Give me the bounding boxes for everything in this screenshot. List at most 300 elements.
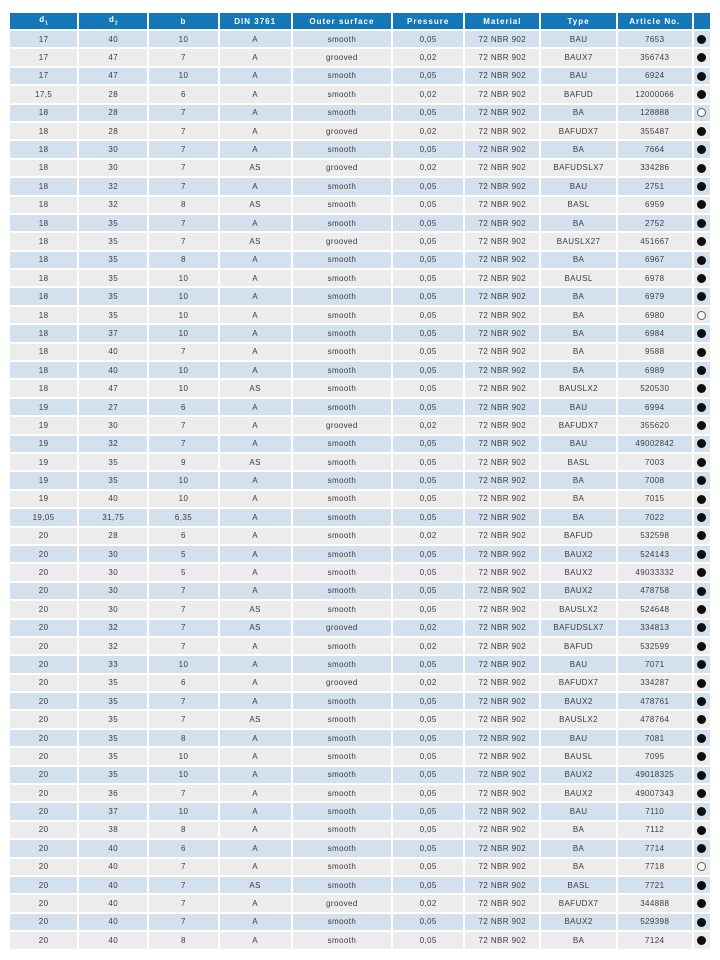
cell-outer-surface: smooth [293,840,391,856]
filled-circle-icon [697,476,706,485]
column-label-subscript: 2 [114,20,118,27]
filled-circle-icon [697,384,706,393]
cell-d2: 36 [79,785,147,801]
cell-type: BAUSLX2 [541,601,615,617]
table-row [10,270,710,286]
cell-b: 6,35 [149,509,217,525]
availability-cell [694,31,710,47]
cell-article-no: 532599 [618,638,692,654]
availability-cell [694,197,710,213]
cell-pressure: 0,02 [393,895,463,911]
cell-pressure: 0,05 [393,215,463,231]
cell-type: BAU [541,656,615,672]
cell-din-3761: A [220,491,291,507]
cell-b: 5 [149,564,217,580]
cell-b: 7 [149,914,217,930]
cell-din-3761: A [220,105,291,121]
cell-d1: 18 [10,123,77,139]
availability-cell [694,675,710,691]
cell-din-3761: A [220,86,291,102]
seal-dimensions-table [8,11,712,951]
cell-outer-surface: smooth [293,601,391,617]
cell-d2: 35 [79,233,147,249]
availability-cell [694,325,710,341]
cell-d2: 35 [79,454,147,470]
availability-cell [694,840,710,856]
availability-cell [694,270,710,286]
cell-material: 72 NBR 902 [465,380,539,396]
cell-pressure: 0,05 [393,105,463,121]
cell-article-no: 7008 [618,472,692,488]
column-label: Pressure [407,16,450,26]
cell-article-no: 451667 [618,233,692,249]
availability-cell [694,895,710,911]
cell-b: 7 [149,895,217,911]
cell-outer-surface: smooth [293,491,391,507]
cell-type: BAU [541,399,615,415]
cell-pressure: 0,02 [393,123,463,139]
cell-pressure: 0,05 [393,68,463,84]
cell-b: 7 [149,601,217,617]
cell-article-no: 7718 [618,859,692,875]
cell-d2: 30 [79,601,147,617]
table-header [10,13,710,29]
cell-b: 7 [149,583,217,599]
filled-circle-icon [697,844,706,853]
table-row [10,105,710,121]
cell-material: 72 NBR 902 [465,270,539,286]
table-row [10,767,710,783]
cell-din-3761: A [220,399,291,415]
cell-d1: 18 [10,288,77,304]
cell-b: 7 [149,620,217,636]
cell-outer-surface: grooved [293,123,391,139]
cell-article-no: 7110 [618,803,692,819]
cell-d2: 32 [79,436,147,452]
cell-outer-surface: smooth [293,564,391,580]
cell-d2: 40 [79,914,147,930]
cell-outer-surface: smooth [293,270,391,286]
cell-material: 72 NBR 902 [465,325,539,341]
cell-din-3761: A [220,362,291,378]
cell-din-3761: A [220,564,291,580]
column-label: b [180,16,187,26]
cell-outer-surface: smooth [293,877,391,893]
cell-article-no: 49002842 [618,436,692,452]
cell-material: 72 NBR 902 [465,454,539,470]
cell-d2: 32 [79,638,147,654]
cell-b: 7 [149,215,217,231]
cell-outer-surface: smooth [293,711,391,727]
cell-d2: 40 [79,895,147,911]
cell-article-no: 7015 [618,491,692,507]
cell-type: BA [541,472,615,488]
availability-cell [694,399,710,415]
cell-material: 72 NBR 902 [465,528,539,544]
cell-b: 9 [149,454,217,470]
column-label: Material [483,16,522,26]
cell-article-no: 520530 [618,380,692,396]
cell-material: 72 NBR 902 [465,178,539,194]
filled-circle-icon [697,807,706,816]
cell-din-3761: A [220,693,291,709]
cell-pressure: 0,05 [393,436,463,452]
cell-b: 7 [149,638,217,654]
cell-d1: 20 [10,528,77,544]
availability-cell [694,656,710,672]
cell-d1: 19,05 [10,509,77,525]
filled-circle-icon [697,660,706,669]
cell-d2: 40 [79,840,147,856]
cell-outer-surface: smooth [293,914,391,930]
cell-outer-surface: grooved [293,233,391,249]
table-row [10,914,710,930]
filled-circle-icon [697,771,706,780]
cell-article-no: 6984 [618,325,692,341]
cell-pressure: 0,05 [393,601,463,617]
cell-material: 72 NBR 902 [465,767,539,783]
cell-d2: 28 [79,86,147,102]
cell-outer-surface: smooth [293,288,391,304]
availability-cell [694,436,710,452]
table-row [10,509,710,525]
cell-outer-surface: smooth [293,68,391,84]
cell-b: 8 [149,932,217,948]
cell-article-no: 6980 [618,307,692,323]
column-label: d [108,15,115,25]
table-row [10,325,710,341]
cell-pressure: 0,05 [393,803,463,819]
cell-article-no: 7653 [618,31,692,47]
filled-circle-icon [697,752,706,761]
cell-material: 72 NBR 902 [465,785,539,801]
availability-cell [694,344,710,360]
cell-article-no: 478764 [618,711,692,727]
cell-d2: 27 [79,399,147,415]
cell-d1: 20 [10,785,77,801]
cell-d1: 20 [10,564,77,580]
cell-d1: 20 [10,730,77,746]
cell-article-no: 334287 [618,675,692,691]
cell-d1: 17 [10,31,77,47]
cell-type: BAFUDX7 [541,417,615,433]
cell-din-3761: A [220,546,291,562]
cell-article-no: 7081 [618,730,692,746]
cell-b: 6 [149,840,217,856]
cell-article-no: 6979 [618,288,692,304]
cell-type: BA [541,215,615,231]
cell-b: 6 [149,86,217,102]
availability-cell [694,491,710,507]
filled-circle-icon [697,642,706,651]
table-row [10,362,710,378]
cell-d2: 33 [79,656,147,672]
cell-type: BA [541,859,615,875]
column-header-type [541,13,615,29]
cell-d1: 18 [10,233,77,249]
table-row [10,307,710,323]
cell-d2: 30 [79,417,147,433]
filled-circle-icon [697,899,706,908]
cell-outer-surface: smooth [293,656,391,672]
cell-outer-surface: smooth [293,178,391,194]
cell-type: BAUX2 [541,767,615,783]
cell-type: BA [541,325,615,341]
cell-material: 72 NBR 902 [465,730,539,746]
cell-b: 10 [149,31,217,47]
open-circle-icon [697,862,706,871]
cell-outer-surface: smooth [293,932,391,948]
column-header-article-no [618,13,692,29]
cell-article-no: 7124 [618,932,692,948]
availability-cell [694,601,710,617]
table-row [10,730,710,746]
cell-article-no: 7112 [618,822,692,838]
cell-material: 72 NBR 902 [465,914,539,930]
cell-outer-surface: smooth [293,325,391,341]
cell-d2: 35 [79,252,147,268]
cell-din-3761: A [220,932,291,948]
table-row [10,86,710,102]
cell-din-3761: AS [220,380,291,396]
cell-pressure: 0,05 [393,399,463,415]
cell-outer-surface: smooth [293,454,391,470]
table-row [10,656,710,672]
cell-b: 7 [149,233,217,249]
cell-type: BAFUD [541,528,615,544]
cell-din-3761: AS [220,197,291,213]
cell-b: 10 [149,362,217,378]
cell-d1: 20 [10,932,77,948]
cell-article-no: 529398 [618,914,692,930]
cell-d1: 20 [10,693,77,709]
table-row [10,491,710,507]
cell-din-3761: A [220,803,291,819]
filled-circle-icon [697,219,706,228]
cell-article-no: 478758 [618,583,692,599]
cell-outer-surface: smooth [293,344,391,360]
cell-article-no: 49007343 [618,785,692,801]
cell-type: BA [541,509,615,525]
cell-pressure: 0,02 [393,86,463,102]
cell-pressure: 0,05 [393,252,463,268]
cell-material: 72 NBR 902 [465,822,539,838]
table-row [10,620,710,636]
cell-pressure: 0,05 [393,748,463,764]
availability-cell [694,105,710,121]
column-header-availability [694,13,710,29]
filled-circle-icon [697,679,706,688]
availability-cell [694,803,710,819]
cell-article-no: 7022 [618,509,692,525]
cell-b: 10 [149,288,217,304]
cell-material: 72 NBR 902 [465,472,539,488]
cell-material: 72 NBR 902 [465,344,539,360]
cell-article-no: 6967 [618,252,692,268]
cell-din-3761: A [220,178,291,194]
availability-cell [694,693,710,709]
table-row [10,454,710,470]
cell-article-no: 6924 [618,68,692,84]
filled-circle-icon [697,495,706,504]
cell-d1: 18 [10,307,77,323]
cell-din-3761: AS [220,711,291,727]
availability-cell [694,472,710,488]
cell-material: 72 NBR 902 [465,105,539,121]
cell-din-3761: A [220,436,291,452]
cell-material: 72 NBR 902 [465,307,539,323]
cell-outer-surface: smooth [293,215,391,231]
cell-pressure: 0,02 [393,528,463,544]
cell-article-no: 334813 [618,620,692,636]
filled-circle-icon [697,329,706,338]
cell-d2: 28 [79,123,147,139]
cell-d2: 37 [79,803,147,819]
cell-din-3761: AS [220,160,291,176]
availability-cell [694,417,710,433]
cell-pressure: 0,05 [393,472,463,488]
cell-d2: 47 [79,380,147,396]
cell-type: BAUX2 [541,914,615,930]
availability-cell [694,123,710,139]
cell-pressure: 0,05 [393,270,463,286]
cell-material: 72 NBR 902 [465,748,539,764]
cell-type: BA [541,307,615,323]
cell-material: 72 NBR 902 [465,233,539,249]
table-row [10,472,710,488]
table-header-row [10,13,710,29]
cell-b: 7 [149,178,217,194]
cell-article-no: 344888 [618,895,692,911]
cell-b: 10 [149,748,217,764]
cell-material: 72 NBR 902 [465,123,539,139]
cell-type: BA [541,932,615,948]
cell-pressure: 0,05 [393,546,463,562]
open-circle-icon [697,311,706,320]
cell-article-no: 478761 [618,693,692,709]
cell-d1: 18 [10,380,77,396]
cell-d2: 47 [79,68,147,84]
cell-d1: 20 [10,656,77,672]
cell-outer-surface: smooth [293,436,391,452]
filled-circle-icon [697,127,706,136]
cell-b: 7 [149,785,217,801]
cell-b: 10 [149,307,217,323]
cell-type: BA [541,288,615,304]
cell-type: BA [541,105,615,121]
filled-circle-icon [697,715,706,724]
cell-outer-surface: smooth [293,859,391,875]
column-header-d2 [79,13,147,29]
open-circle-icon [697,108,706,117]
column-header-pressure [393,13,463,29]
availability-cell [694,509,710,525]
availability-cell [694,583,710,599]
cell-article-no: 7003 [618,454,692,470]
cell-article-no: 49033332 [618,564,692,580]
cell-d2: 40 [79,491,147,507]
cell-outer-surface: smooth [293,785,391,801]
cell-outer-surface: smooth [293,638,391,654]
cell-d2: 30 [79,141,147,157]
table-row [10,123,710,139]
cell-b: 7 [149,711,217,727]
cell-material: 72 NBR 902 [465,620,539,636]
cell-b: 7 [149,877,217,893]
cell-type: BA [541,252,615,268]
column-label: DIN 3761 [234,16,277,26]
availability-cell [694,638,710,654]
cell-d1: 18 [10,105,77,121]
cell-d1: 19 [10,472,77,488]
cell-pressure: 0,02 [393,675,463,691]
cell-b: 7 [149,417,217,433]
cell-outer-surface: smooth [293,380,391,396]
cell-d1: 18 [10,325,77,341]
cell-din-3761: A [220,583,291,599]
cell-b: 8 [149,730,217,746]
cell-din-3761: A [220,288,291,304]
cell-pressure: 0,02 [393,417,463,433]
availability-cell [694,877,710,893]
cell-din-3761: A [220,141,291,157]
table-row [10,932,710,948]
cell-outer-surface: grooved [293,160,391,176]
table-row [10,68,710,84]
cell-material: 72 NBR 902 [465,491,539,507]
cell-d2: 35 [79,288,147,304]
filled-circle-icon [697,918,706,927]
cell-article-no: 532598 [618,528,692,544]
availability-cell [694,288,710,304]
cell-type: BAUX2 [541,785,615,801]
table-row [10,693,710,709]
table-row [10,601,710,617]
cell-d1: 20 [10,822,77,838]
cell-d1: 20 [10,914,77,930]
cell-material: 72 NBR 902 [465,197,539,213]
cell-type: BAUX2 [541,564,615,580]
cell-d2: 35 [79,307,147,323]
availability-cell [694,380,710,396]
cell-din-3761: AS [220,233,291,249]
column-header-b [149,13,217,29]
filled-circle-icon [697,421,706,430]
cell-outer-surface: grooved [293,620,391,636]
availability-cell [694,252,710,268]
cell-d1: 18 [10,362,77,378]
cell-article-no: 49018325 [618,767,692,783]
filled-circle-icon [697,568,706,577]
cell-pressure: 0,05 [393,583,463,599]
cell-outer-surface: smooth [293,546,391,562]
cell-outer-surface: smooth [293,472,391,488]
table-row [10,711,710,727]
cell-d2: 35 [79,675,147,691]
availability-cell [694,307,710,323]
cell-type: BAUSLX27 [541,233,615,249]
table-row [10,31,710,47]
filled-circle-icon [697,439,706,448]
cell-din-3761: A [220,252,291,268]
cell-pressure: 0,05 [393,362,463,378]
cell-b: 7 [149,49,217,65]
cell-outer-surface: smooth [293,141,391,157]
cell-material: 72 NBR 902 [465,638,539,654]
cell-din-3761: A [220,215,291,231]
cell-d2: 40 [79,344,147,360]
column-label-subscript: 1 [45,20,48,27]
